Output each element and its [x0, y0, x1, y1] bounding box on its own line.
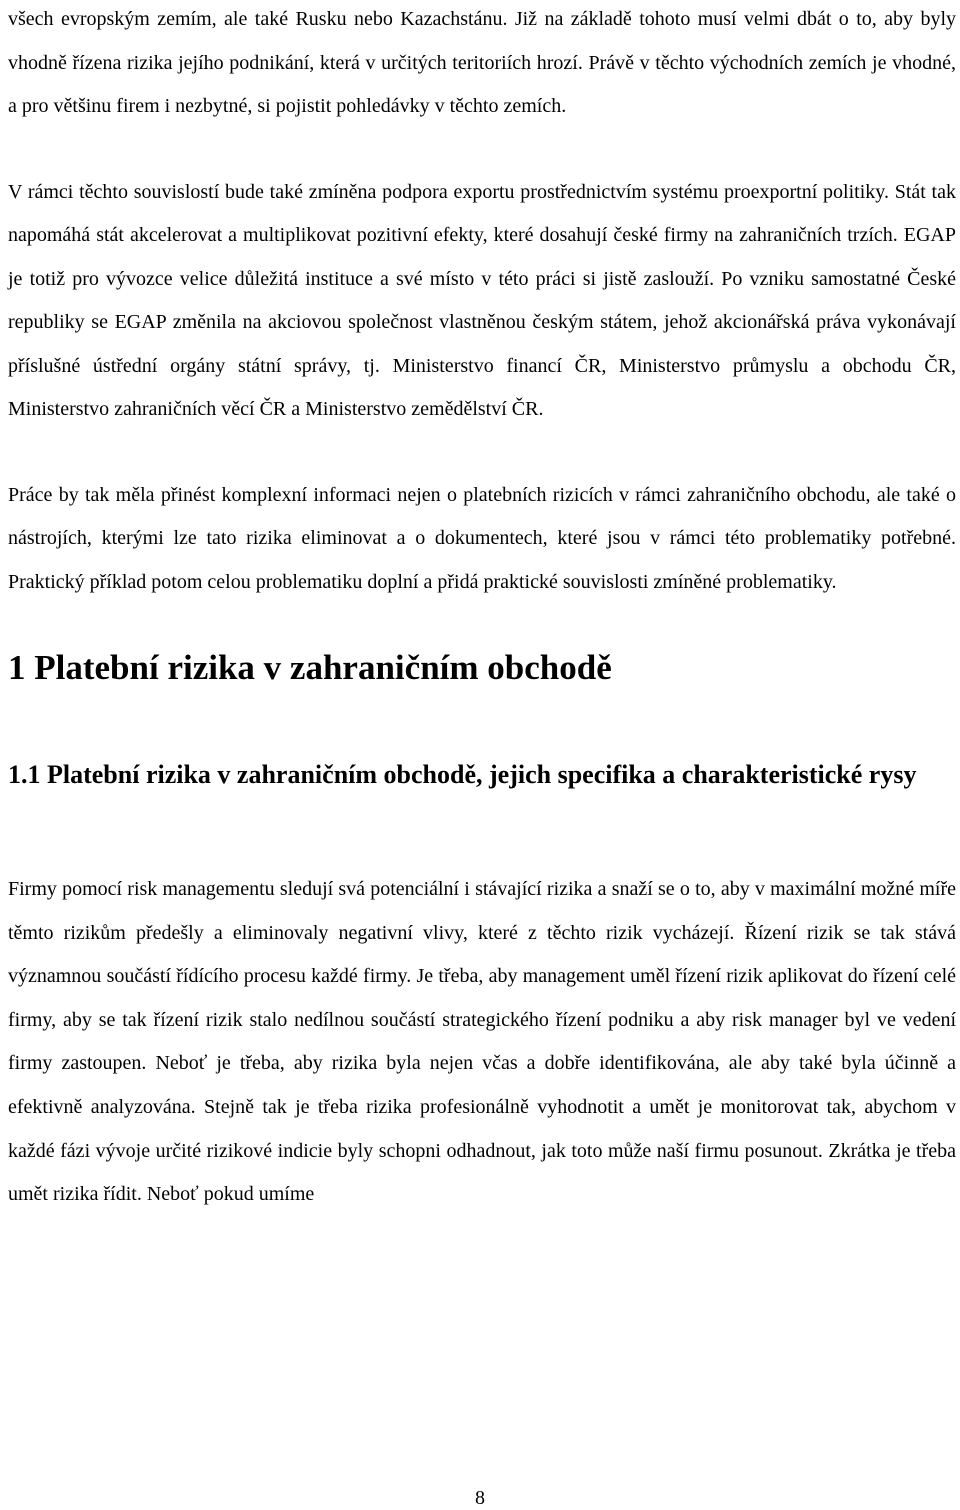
paragraph-intro-continued: všech evropským zemím, ale také Rusku nebo Kazachstánu. Již na základě tohoto musí velmi dbát o to, aby byly vhodně řízena rizika jejího podnikání, která v určitých teritoriích hrozí. Právě v těchto východních zemích je vhodné, a pro většinu firem i nezbytné, si pojistit pohledávky v těchto zemích.: [8, 8, 956, 117]
document-page: [8, 0, 956, 1217]
paragraph-export-support: V rámci těchto souvislostí bude také zmíněna podpora exportu prostřednictvím systému proexportní politiky. Stát tak napomáhá stát akcelerovat a multiplikovat pozitivní efekty, které dosahují české firmy na zahraničních trzích. EGAP je totiž pro vývozce velice důležitá instituce a své místo v této práci si jistě zaslouží. Po vzniku samostatné České republiky se EGAP změnila na akciovou společnost vlastněnou českým státem, jehož akcionářská práva vykonávají příslušné ústřední orgány státní správy, tj. Ministerstvo financí ČR, Ministerstvo průmyslu a obchodu ČR, Ministerstvo zahraničních věcí ČR a Ministerstvo zemědělství ČR.: [8, 180, 956, 420]
paragraph-work-goals: Práce by tak měla přinést komplexní informaci nejen o platebních rizicích v rámci zahraničního obchodu, ale také o nástrojích, kterými lze tato rizika eliminovat a o dokumentech, které jsou v rámci této problematiky potřebné. Praktický příklad potom celou problematiku doplní a přidá praktické souvislosti zmíněné problematiky.: [8, 483, 956, 593]
section-heading: 1.1 Platební rizika v zahraničním obchodě, jejich specifika a charakteristické rysy: [8, 760, 917, 789]
chapter-heading: 1 Platební rizika v zahraničním obchodě: [8, 648, 612, 687]
paragraph-risk-management: Firmy pomocí risk managementu sledují svá potenciální i stávající rizika a snaží se o to, aby v maximální možné míře těmto rizikům předešly a eliminovaly negativní vlivy, které z těchto rizik vycházejí. Řízení rizik se tak stává významnou součástí řídícího procesu každé firmy. Je třeba, aby management uměl řízení rizik aplikovat do řízení celé firmy, aby se tak řízení rizik stalo nedílnou součástí strategického řízení podniku a aby risk manager byl ve vedení firmy zastoupen. Neboť je třeba, aby rizika byla nejen včas a dobře identifikována, ale aby také byla účinně a efektivně analyzována. Stejně tak je třeba rizika profesionálně vyhodnotit a umět je monitorovat tak, abychom v každé fázi vývoje určité rizikové indicie byly schopni odhadnout, jak toto může naší firmu posunout. Zkrátka je třeba umět rizika řídit. Neboť pokud umíme: [8, 878, 956, 1206]
page-number: 8: [475, 1487, 485, 1509]
